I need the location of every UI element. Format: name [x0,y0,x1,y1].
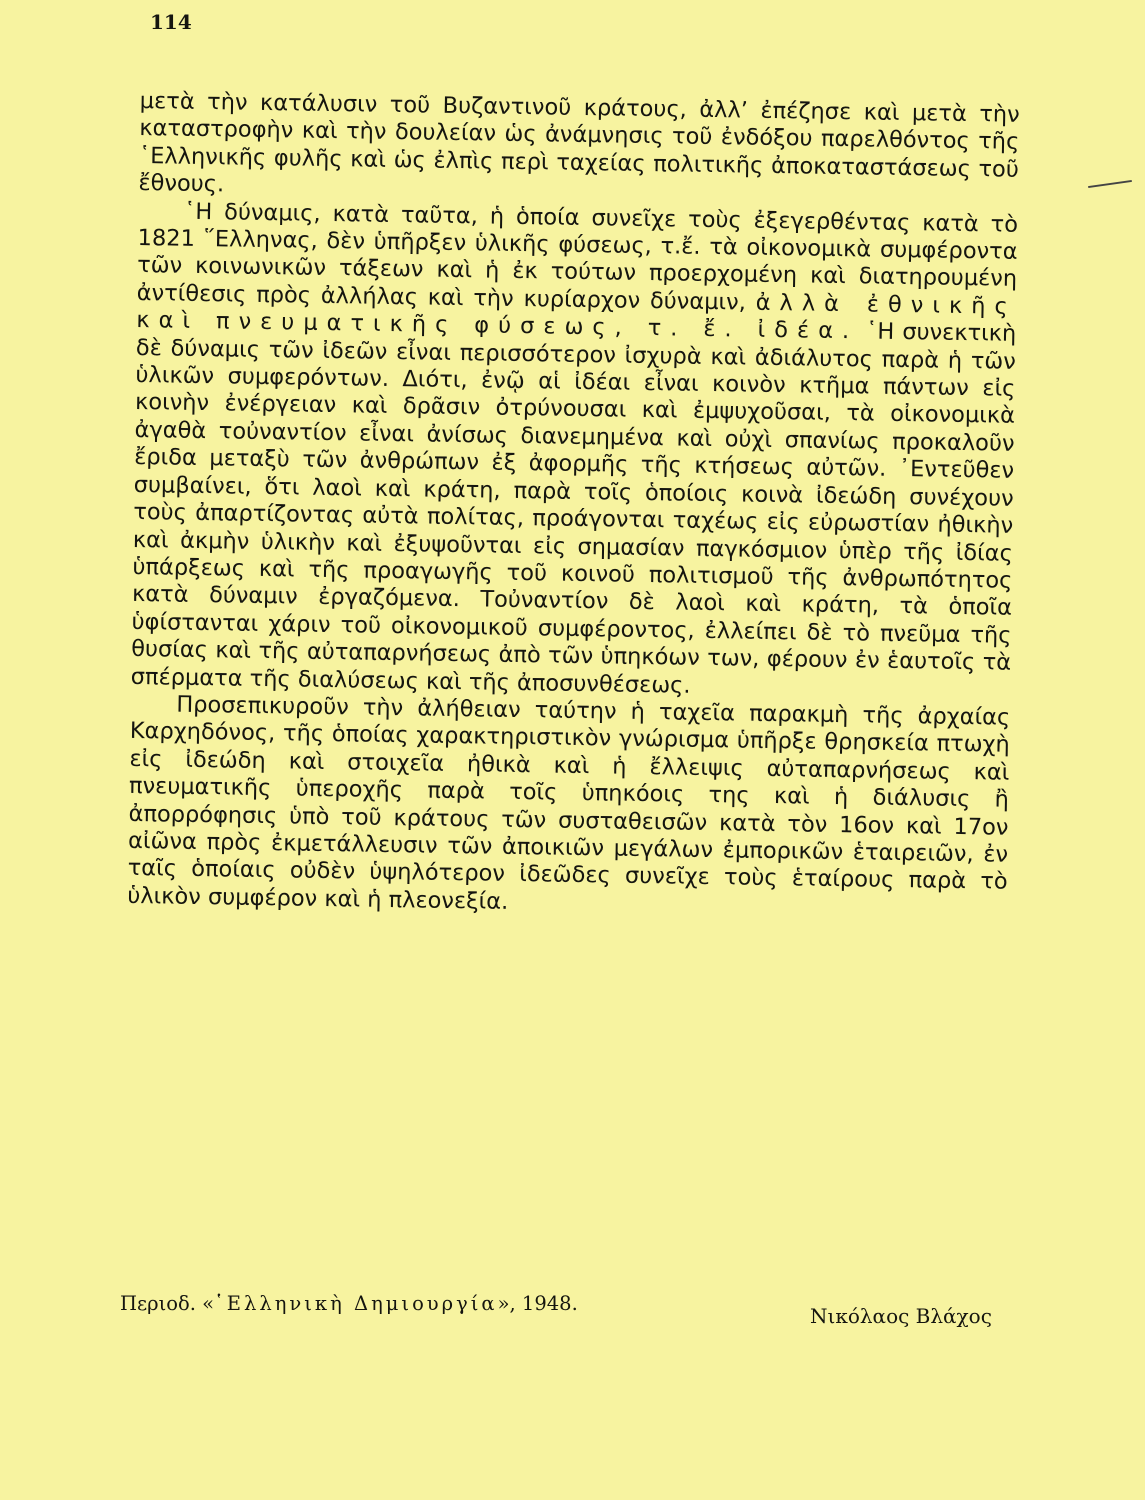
paragraph-2-text: ῾Η δύναμις, κατὰ ταῦτα, ἡ ὁποία συνεῖχε τοὺς ἐξεγερθέντας κατὰ τὸ 1821 ῞Ελληνας, δὲν ὑπῆρξεν ὑλικῆς φύσεως, τ.ἔ. τὰ οἰκονομικὰ συμφέροντα τῶν κοινωνικῶν τάξεων καὶ ἡ ἐκ τούτων προερχομένη καὶ διατηρουμένη ἀντίθεσις πρὸς ἀλλήλας καὶ τὴν κυρίαρχον δύναμιν, [136,198,1019,316]
paragraph-2 [131,198,1019,705]
page-number: 114 [150,10,192,34]
paragraph-3: Προσεπικυροῦν τὴν ἀλήθειαν ταύτην ἡ ταχεῖα παρακμὴ τῆς ἀρχαίας Καρχηδόνος, τῆς ὁποίας χαρακτηριστικὸν γνώρισμα ὑπῆρξε θρησκεία πτωχὴ εἰς ἰδεώδη καὶ στοιχεῖα ἠθικὰ καὶ ἡ ἔλλειψις αὐταπαρνήσεως καὶ πνευματικῆς ὑπεροχῆς παρὰ τοῖς ὑπηκόοις της καὶ ἡ διάλυσις ἢ ἀπορρόφησις ὑπὸ τοῦ κράτους τῶν συσταθεισῶν κατὰ τὸν 16ον καὶ 17ον αἰῶνα πρὸς ἐκμετάλλευσιν τῶν ἀποικιῶν μεγάλων ἐμπορικῶν ἑταιρειῶν, ἐν ταῖς ὁποίαις οὐδὲν ὑψηλότερον ἰδεῶδες συνεῖχε τοὺς ἑταίρους παρὰ τὸ ὑλικὸν συμφέρον καὶ ἡ πλεονεξία. [127,691,1011,915]
source-prefix: Περιοδ. « [120,1292,215,1315]
spaced-emphasis: ἀλλὰ ἐθνικῆς καὶ πνευματικῆς φύσεως, τ. ἔ. ἰδέα. [136,289,1017,345]
margin-dash-mark [1088,180,1132,188]
source-title: ῾Ελληνικὴ Δημιουργία [214,1292,498,1315]
paragraph-2-continuation: ῾Η συνεκτικὴ δὲ δύναμις τῶν ἰδεῶν εἶναι περισσότερον ἰσχυρὰ καὶ ἀδιάλυτος παρὰ ἡ τῶν ὑλικῶν συμφερόντων. Διότι, ἐνῷ αἱ ἰδέαι εἶναι κοινὸν κτῆμα πάντων εἰς κοινὴν ἐνέργειαν καὶ δρᾶσιν ὀτρύνουσαι καὶ ἐμψυχοῦσαι, τὰ οἰκονομικὰ ἀγαθὰ τοὐναντίον εἶναι ἀνίσως διανεμημένα καὶ οὐχὶ σπανίως προκαλοῦν ἔριδα μεταξὺ τῶν ἀνθρώπων ἐξ ἀφορμῆς τῆς κτήσεως αὐτῶν. ᾿Εντεῦθεν συμβαίνει, ὅτι λαοὶ καὶ κράτη, παρὰ τοῖς ὁποίοις κοινὰ ἰδεώδη συνέχουν τοὺς ἀπαρτίζοντας αὐτὰ πολίτας, προάγονται ταχέως εἰς εὐρωστίαν ἠθικὴν καὶ ἀκμὴν ὑλικὴν καὶ ἐξυψοῦνται εἰς σημασίαν παγκόσμιον ὑπὲρ τῆς ἰδίας ὑπάρξεως καὶ τῆς προαγωγῆς τοῦ κοινοῦ πολιτισμοῦ τῆς ἀνθρωπότητος κατὰ δύναμιν ἐργαζόμενα. Τοὐναντίον δὲ λαοὶ καὶ κράτη, τὰ ὁποῖα ὑφίστανται χάριν τοῦ οἰκονομικοῦ συμφέροντος, ἐλλείπει δὲ τὸ πνεῦμα τῆς θυσίας καὶ τῆς αὐταπαρνήσεως ἀπὸ τῶν ὑπηκόων των, φέρουν ἐν ἑαυτοῖς τὰ σπέρματα τῆς διαλύσεως καὶ τῆς ἀποσυνθέσεως. [130,318,1017,699]
source-suffix: », 1948. [497,1292,578,1315]
paragraph-1: μετὰ τὴν κατάλυσιν τοῦ Βυζαντινοῦ κράτους, ἀλλ’ ἐπέζησε καὶ μετὰ τὴν καταστροφὴν καὶ τὴν δουλείαν ὡς ἀνάμνησις τοῦ ἐνδόξου παρελθόντος τῆς ῾Ελληνικῆς φυλῆς καὶ ὡς ἐλπὶς περὶ ταχείας πολιτικῆς ἀποκαταστάσεως τοῦ ἔθνους. [138,88,1020,198]
source-citation [120,1292,578,1315]
author-name: Νικόλαος Βλάχος [810,1304,992,1328]
body-text [127,88,1020,924]
